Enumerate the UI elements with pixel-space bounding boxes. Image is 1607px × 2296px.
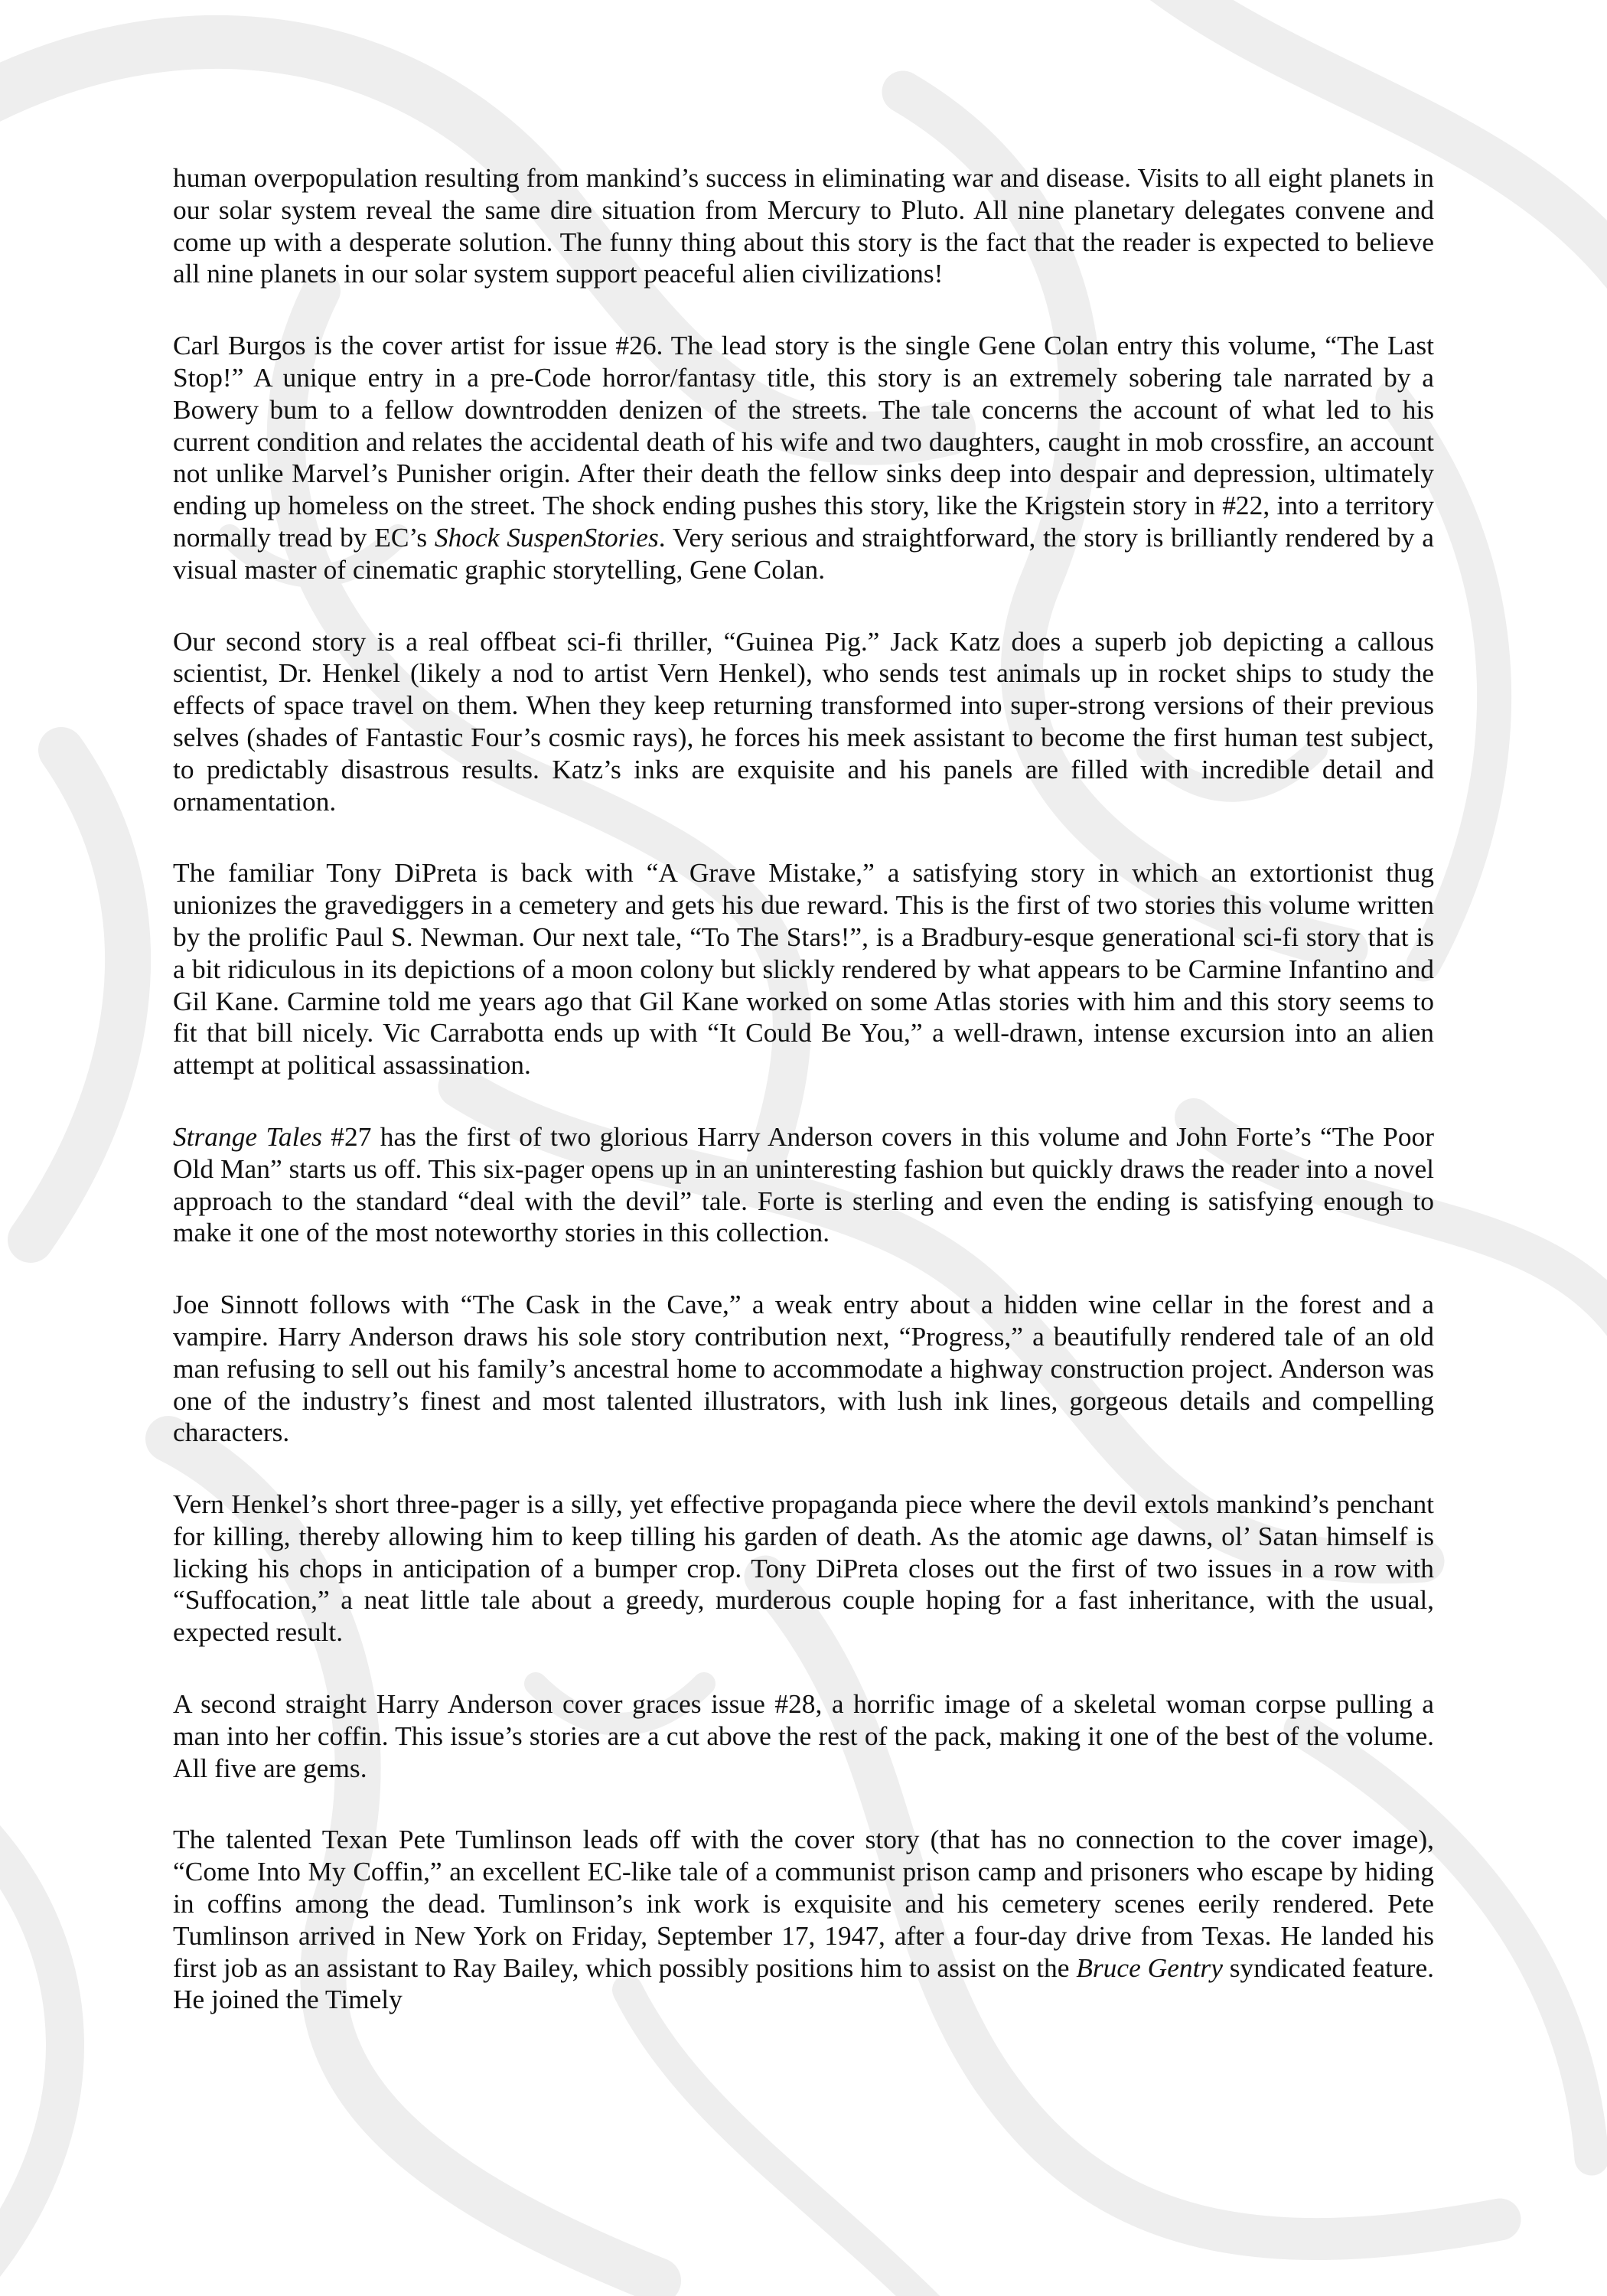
italic-title: Strange Tales [173, 1120, 322, 1152]
article-paragraph [173, 1121, 1434, 1249]
article-body [173, 162, 1434, 2016]
article-paragraph [173, 1824, 1434, 2016]
paragraph-text: human overpopulation resulting from mankind’s success in eliminating war and disease. Visits to all eight planets in our solar system reveal the same dire situation from Mercury to Pluto. All nine planetary delegates convene and come up with a desperate solution. The funny thing about this story is the fact that the reader is expected to believe all nine planets in our solar system support peaceful alien civilizations! [173, 162, 1434, 289]
paragraph-text: Our second story is a real offbeat sci-fi thriller, “Guinea Pig.” Jack Katz does a superb job depicting a callous scientist, Dr. Henkel (likely a nod to artist Vern Henkel), who sends test animals up in rocket ships to study the effects of space travel on them. When they keep returning transformed into super-strong versions of their previous selves (shades of Fantastic Four’s cosmic rays), he forces his meek assistant to become the first human test subject, to predictably disastrous results. Katz’s inks are exquisite and his panels are filled with incredible detail and ornamentation. [173, 625, 1434, 817]
italic-title: Bruce Gentry [1076, 1952, 1223, 1983]
paragraph-text: Carl Burgos is the cover artist for issue #26. The lead story is the single Gene Colan entry this volume, “The Last Stop!” A unique entry in a pre-Code horror/fantasy title, this story is an extremely sobering tale narrated by a Bowery bum to a fellow downtrodden denizen of the streets. The tale concerns the account of what led to his current condition and relates the accidental death of his wife and two daughters, caught in mob crossfire, an account not unlike Marvel’s Punisher origin. After their death the fellow sinks deep into despair and depression, ultimately ending up homeless on the street. The shock ending pushes this story, like the Krigstein story in #22, into a territory normally tread by EC’s [173, 330, 1434, 553]
italic-title: Shock SuspenStories [434, 521, 659, 553]
paragraph-text: #27 has the first of two glorious Harry Anderson covers in this volume and John Forte’s “The Poor Old Man” starts us off. This six-pager opens up in an uninteresting fashion but quickly draws the reader into a novel approach to the standard “deal with the devil” tale. Forte is sterling and even the ending is satisfying enough to make it one of the most noteworthy stories in this collection. [173, 1120, 1434, 1248]
paragraph-text: . Very serious and straightforward, the story is brilliantly rendered by a visual master of cinematic graphic storytelling, Gene Colan. [173, 521, 1434, 585]
paragraph-text: Joe Sinnott follows with “The Cask in the Cave,” a weak entry about a hidden wine cellar in the forest and a vampire. Harry Anderson draws his sole story contribution next, “Progress,” a beautifully rendered tale of an old man refusing to sell out his family’s ancestral home to accommodate a highway construction project. Anderson was one of the industry’s finest and most talented illustrators, with lush ink lines, gorgeous details and compelling characters. [173, 1289, 1434, 1448]
article-paragraph [173, 1289, 1434, 1449]
article-paragraph [173, 1688, 1434, 1784]
paragraph-text: syndicated feature. He joined the Timely [173, 1952, 1435, 2015]
paragraph-text: Vern Henkel’s short three-pager is a silly, yet effective propaganda piece where the devil extols mankind’s penchant for killing, thereby allowing him to keep tilling his garden of death. As the atomic age dawns, ol’ Satan himself is licking his chops in anticipation of a bumper crop. Tony DiPreta closes out the first of two issues in a row with “Suffocation,” a neat little tale about a greedy, murderous couple hoping for a fast inheritance, with the usual, expected result. [173, 1489, 1434, 1648]
article-paragraph [173, 330, 1434, 585]
article-paragraph [173, 1489, 1434, 1649]
paragraph-text: A second straight Harry Anderson cover graces issue #28, a horrific image of a skeletal woman corpse pulling a man into her coffin. This issue’s stories are a cut above the rest of the pack, making it one of the best of the volume. All five are gems. [173, 1688, 1434, 1783]
article-paragraph [173, 626, 1434, 818]
article-paragraph [173, 162, 1434, 290]
paragraph-text: The talented Texan Pete Tumlinson leads off with the cover story (that has no connection to the cover image), “Come Into My Coffin,” an excellent EC-like tale of a communist prison camp and prisoners who escape by hiding in coffins among the dead. Tumlinson’s ink work is exquisite and his cemetery scenes eerily rendered. Pete Tumlinson arrived in New York on Friday, September 17, 1947, after a four-day drive from Texas. He landed his first job as an assistant to Ray Bailey, which possibly positions him to assist on the [173, 1824, 1434, 1983]
paragraph-text: The familiar Tony DiPreta is back with “A Grave Mistake,” a satisfying story in which an extortionist thug unionizes the gravediggers in a cemetery and gets his due reward. This is the first of two stories this volume written by the prolific Paul S. Newman. Our next tale, “To The Stars!”, is a Bradbury-esque generational sci-fi story that is a bit ridiculous in its depictions of a moon colony but slickly rendered by what appears to be Carmine Infantino and Gil Kane. Carmine told me years ago that Gil Kane worked on some Atlas stories with him and this story seems to fit that bill nicely. Vic Carrabotta ends up with “It Could Be You,” a well-drawn, intense excursion into an alien attempt at political assassination. [173, 857, 1434, 1081]
article-paragraph [173, 857, 1434, 1081]
